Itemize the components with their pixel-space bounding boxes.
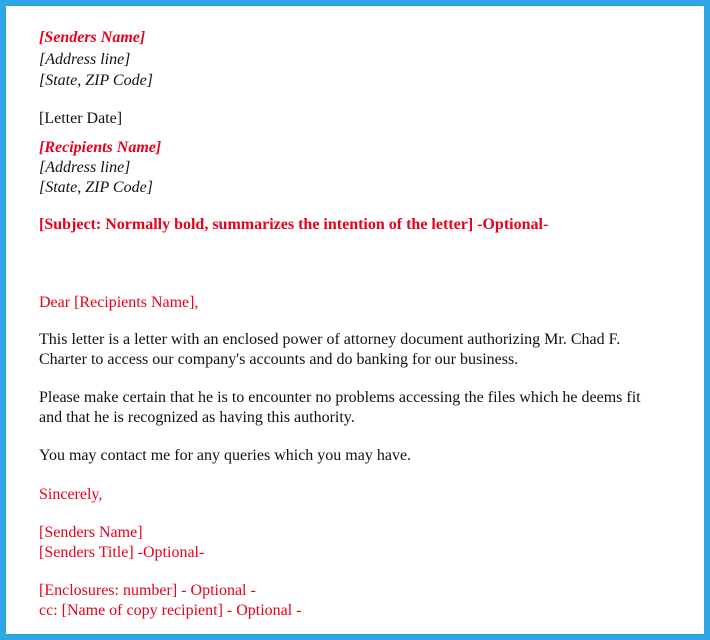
body-paragraph-2-line-1: Please make certain that he is to encounter no problems accessing the files which he deems fit <box>39 389 641 406</box>
enclosures-line: [Enclosures: number] - Optional - <box>39 582 256 599</box>
recipient-state-zip: [State, ZIP Code] <box>39 179 153 196</box>
body-paragraph-2-line-2: and that he is recognized as having this authority. <box>39 409 355 426</box>
recipient-name: [Recipients Name] <box>39 139 162 156</box>
body-paragraph-1-line-1: This letter is a letter with an enclosed power of attorney document authorizing Mr. Chad F. <box>39 331 621 348</box>
salutation: Dear [Recipients Name], <box>39 294 199 311</box>
sender-address: [Address line] <box>39 51 131 68</box>
recipient-address: [Address line] <box>39 159 131 176</box>
body-paragraph-1-line-2: Charter to access our company's accounts and do banking for our business. <box>39 351 519 368</box>
sender-name: [Senders Name] <box>39 29 146 46</box>
signature-title: [Senders Title] -Optional- <box>39 544 205 561</box>
cc-line: cc: [Name of copy recipient] - Optional - <box>39 602 302 619</box>
body-paragraph-3: You may contact me for any queries which you may have. <box>39 447 412 464</box>
subject-line: [Subject: Normally bold, summarizes the intention of the letter] -Optional- <box>39 216 549 233</box>
sender-state-zip: [State, ZIP Code] <box>39 72 153 89</box>
closing: Sincerely, <box>39 486 103 503</box>
letter-date: [Letter Date] <box>39 110 123 127</box>
signature-name: [Senders Name] <box>39 524 143 541</box>
